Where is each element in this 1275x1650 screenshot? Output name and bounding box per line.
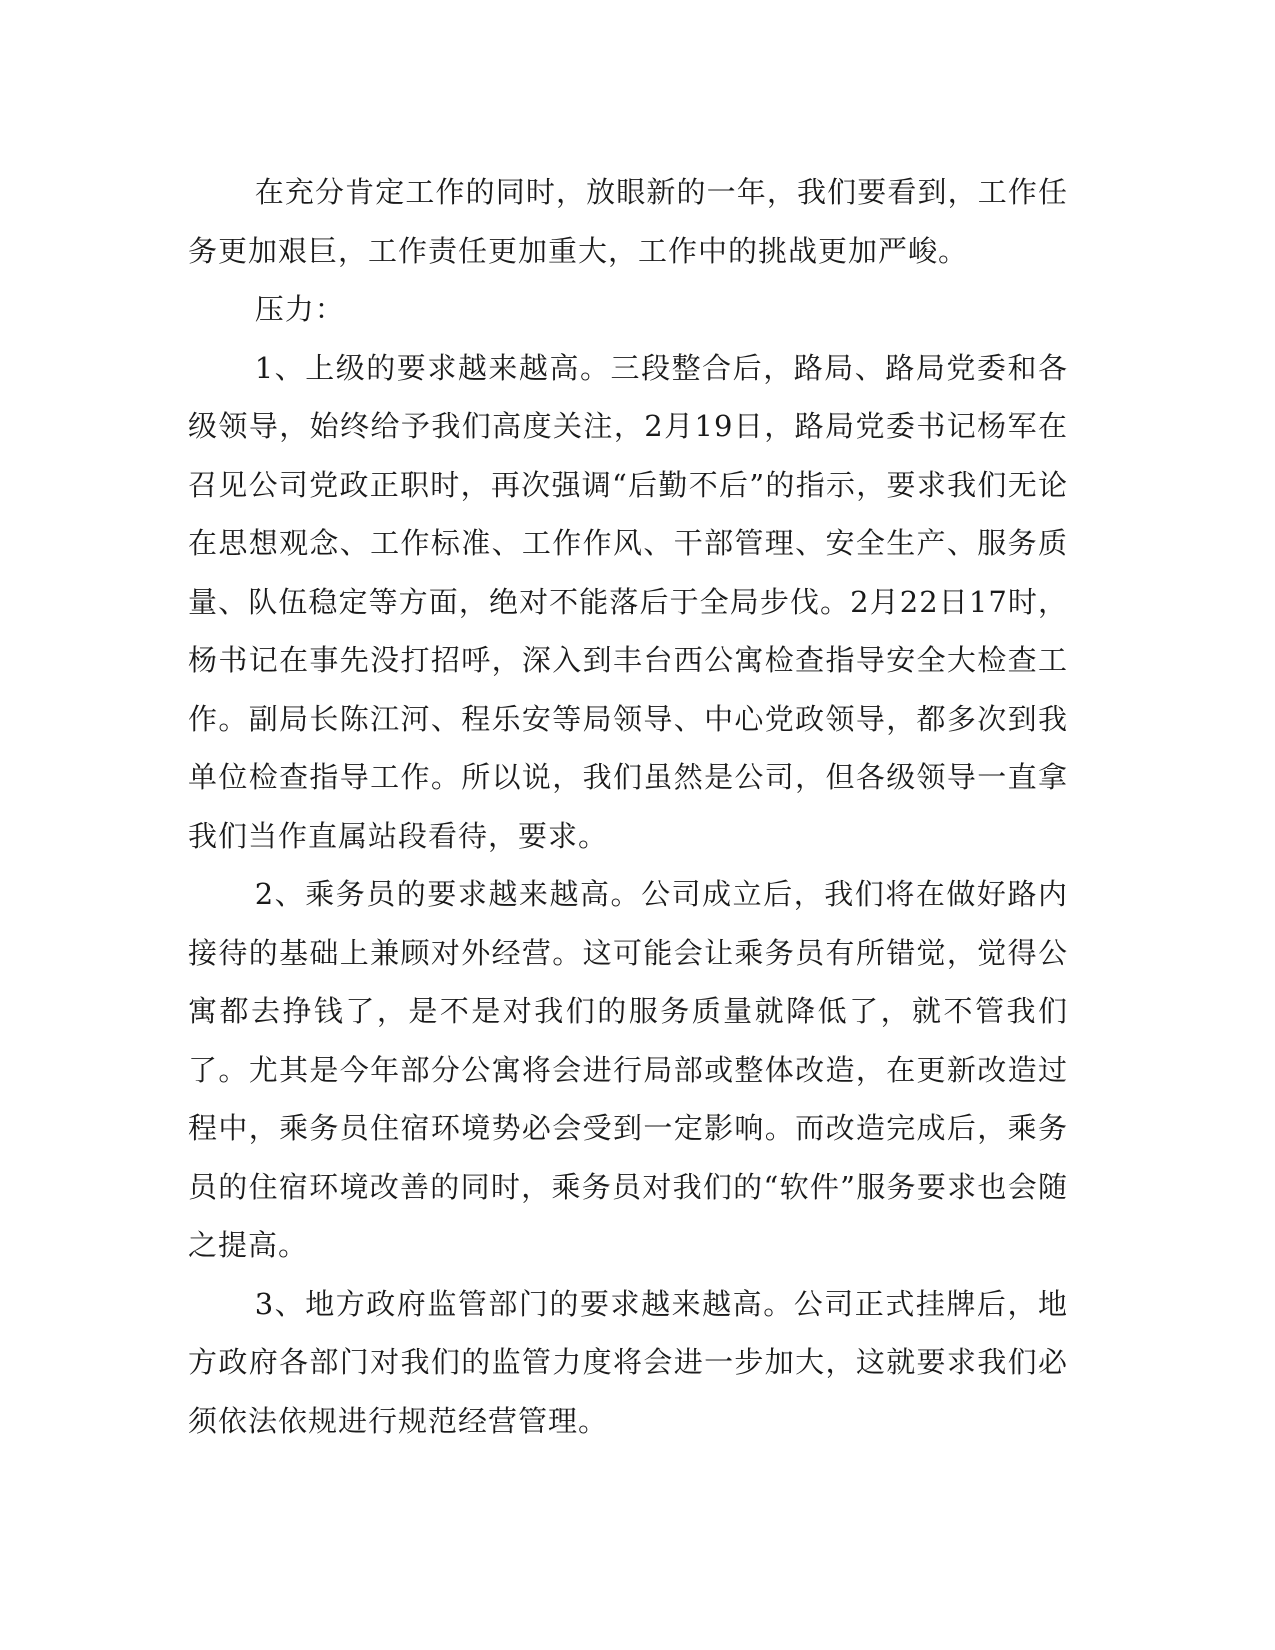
paragraph-point-1: 1、上级的要求越来越高。三段整合后，路局、路局党委和各级领导，始终给予我们高度关注，2月19日，路局党委书记杨军在召见公司党政正职时，再次强调“后勤不后”的指示，要求我们无论在思想观念、工作标准、工作作风、干部管理、安全生产、服务质量、队伍稳定等方面，绝对不能落后于全局步伐。2月22日17时，杨书记在事先没打招呼，深入到丰台西公寓检查指导安全大检查工作。副局长陈江河、程乐安等局领导、中心党政领导，都多次到我单位检查指导工作。所以说，我们虽然是公司，但各级领导一直拿我们当作直属站段看待，要求。: [188, 350, 1068, 853]
paragraph-intro: 在充分肯定工作的同时，放眼新的一年，我们要看到，工作任务更加艰巨，工作责任更加重大，工作中的挑战更加严峻。: [188, 175, 1068, 268]
paragraph-pressure-heading: 压力：: [254, 292, 345, 326]
paragraph-point-3: 3、地方政府监管部门的要求越来越高。公司正式挂牌后，地方政府各部门对我们的监管力度将会进一步加大，这就要求我们必须依法依规进行规范经营管理。: [188, 1286, 1068, 1438]
document-body: [188, 163, 1068, 1450]
paragraph-point-2: 2、乘务员的要求越来越高。公司成立后，我们将在做好路内接待的基础上兼顾对外经营。这可能会让乘务员有所错觉，觉得公寓都去挣钱了，是不是对我们的服务质量就降低了，就不管我们了。尤其是今年部分公寓将会进行局部或整体改造，在更新改造过程中，乘务员住宿环境势必会受到一定影响。而改造完成后，乘务员的住宿环境改善的同时，乘务员对我们的“软件”服务要求也会随之提高。: [188, 877, 1068, 1262]
